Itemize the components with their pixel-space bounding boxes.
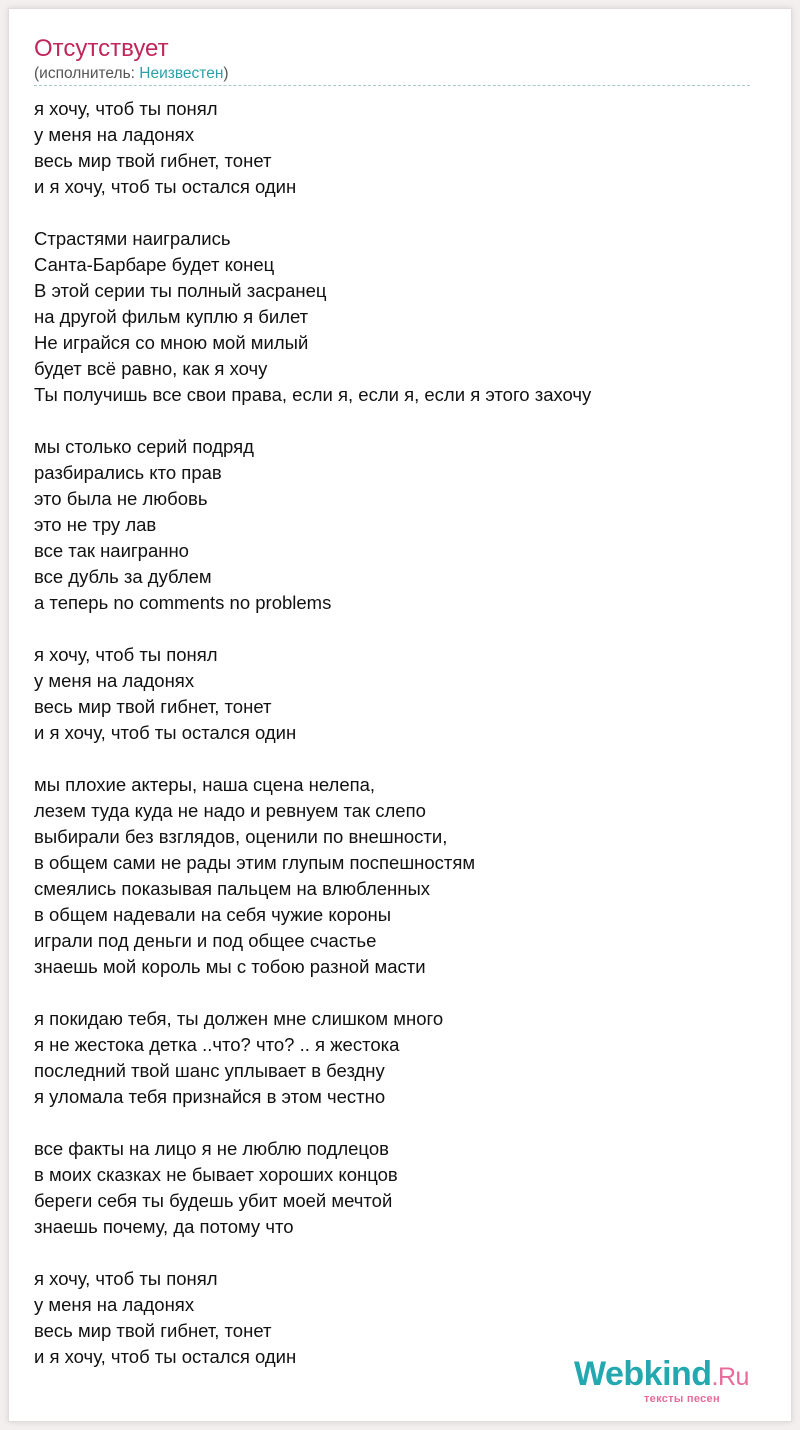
lyric-line: знаешь почему, да потому что bbox=[34, 1216, 294, 1237]
logo-tld: .Ru bbox=[711, 1363, 749, 1391]
artist-prefix: (исполнитель: bbox=[34, 65, 140, 82]
lyric-line: разбирались кто прав bbox=[34, 462, 222, 483]
stanza-gap bbox=[34, 616, 764, 642]
lyrics-body bbox=[34, 96, 764, 1370]
lyric-line: мы плохие актеры, наша сцена нелепа, bbox=[34, 774, 376, 795]
lyric-line: все так наигранно bbox=[34, 540, 189, 561]
lyric-line: в моих сказках не бывает хороших концов bbox=[34, 1164, 398, 1185]
lyric-line: В этой серии ты полный засранец bbox=[34, 280, 327, 301]
lyric-line: у меня на ладонях bbox=[34, 124, 195, 145]
stanza-gap bbox=[34, 1240, 764, 1266]
lyric-line: я хочу, чтоб ты понял bbox=[34, 98, 218, 119]
stanza-gap bbox=[34, 746, 764, 772]
lyric-line: в общем сами не рады этим глупым поспешностям bbox=[34, 852, 476, 873]
lyric-line: мы столько серий подряд bbox=[34, 436, 254, 457]
artist-link[interactable]: Неизвестен bbox=[139, 65, 224, 82]
stanza-gap bbox=[34, 980, 764, 1006]
lyric-line: весь мир твой гибнет, тонет bbox=[34, 696, 272, 717]
lyric-line: и я хочу, чтоб ты остался один bbox=[34, 722, 297, 743]
lyric-line: и я хочу, чтоб ты остался один bbox=[34, 1346, 297, 1367]
stanza-gap bbox=[34, 408, 764, 434]
lyric-line: последний твой шанс уплывает в бездну bbox=[34, 1060, 385, 1081]
header-divider bbox=[34, 85, 750, 86]
lyric-line: в общем надевали на себя чужие короны bbox=[34, 904, 392, 925]
lyric-line: и я хочу, чтоб ты остался один bbox=[34, 176, 297, 197]
lyric-line: это не тру лав bbox=[34, 514, 157, 535]
lyric-line: это была не любовь bbox=[34, 488, 208, 509]
lyric-line: у меня на ладонях bbox=[34, 670, 195, 691]
artist-suffix: ) bbox=[223, 65, 229, 82]
lyric-line: я уломала тебя признайся в этом честно bbox=[34, 1086, 386, 1107]
lyric-line: будет всё равно, как я хочу bbox=[34, 358, 268, 379]
site-logo[interactable] bbox=[574, 1356, 749, 1395]
lyric-line: Ты получишь все свои права, если я, если я, если я этого захочу bbox=[34, 384, 592, 405]
artist-line bbox=[34, 64, 229, 84]
song-title: Отсутствует bbox=[34, 35, 169, 62]
lyric-line: весь мир твой гибнет, тонет bbox=[34, 1320, 272, 1341]
stanza-gap bbox=[34, 1110, 764, 1136]
lyric-line: лезем туда куда не надо и ревнуем так слепо bbox=[34, 800, 426, 821]
lyric-line: весь мир твой гибнет, тонет bbox=[34, 150, 272, 171]
lyric-line: все факты на лицо я не люблю подлецов bbox=[34, 1138, 389, 1159]
lyric-line: я хочу, чтоб ты понял bbox=[34, 1268, 218, 1289]
logo-name: Webkind bbox=[574, 1355, 712, 1393]
lyric-line: я хочу, чтоб ты понял bbox=[34, 644, 218, 665]
lyric-line: смеялись показывая пальцем на влюбленных bbox=[34, 878, 430, 899]
lyric-line: играли под деньги и под общее счастье bbox=[34, 930, 377, 951]
lyric-line: я покидаю тебя, ты должен мне слишком много bbox=[34, 1008, 444, 1029]
lyric-line: на другой фильм куплю я билет bbox=[34, 306, 309, 327]
lyric-line: Не играйся со мною мой милый bbox=[34, 332, 309, 353]
lyric-line: выбирали без взглядов, оценили по внешности, bbox=[34, 826, 448, 847]
lyric-line: знаешь мой король мы с тобою разной масти bbox=[34, 956, 426, 977]
lyric-line: береги себя ты будешь убит моей мечтой bbox=[34, 1190, 393, 1211]
lyric-line: а теперь no comments no problems bbox=[34, 592, 332, 613]
lyric-line: у меня на ладонях bbox=[34, 1294, 195, 1315]
stanza-gap bbox=[34, 200, 764, 226]
logo-tagline: тексты песен bbox=[644, 1393, 720, 1405]
lyric-line: я не жестока детка ..что? что? .. я жестока bbox=[34, 1034, 400, 1055]
lyric-line: все дубль за дублем bbox=[34, 566, 212, 587]
lyric-line: Санта-Барбаре будет конец bbox=[34, 254, 275, 275]
lyric-line: Страстями наигрались bbox=[34, 228, 231, 249]
